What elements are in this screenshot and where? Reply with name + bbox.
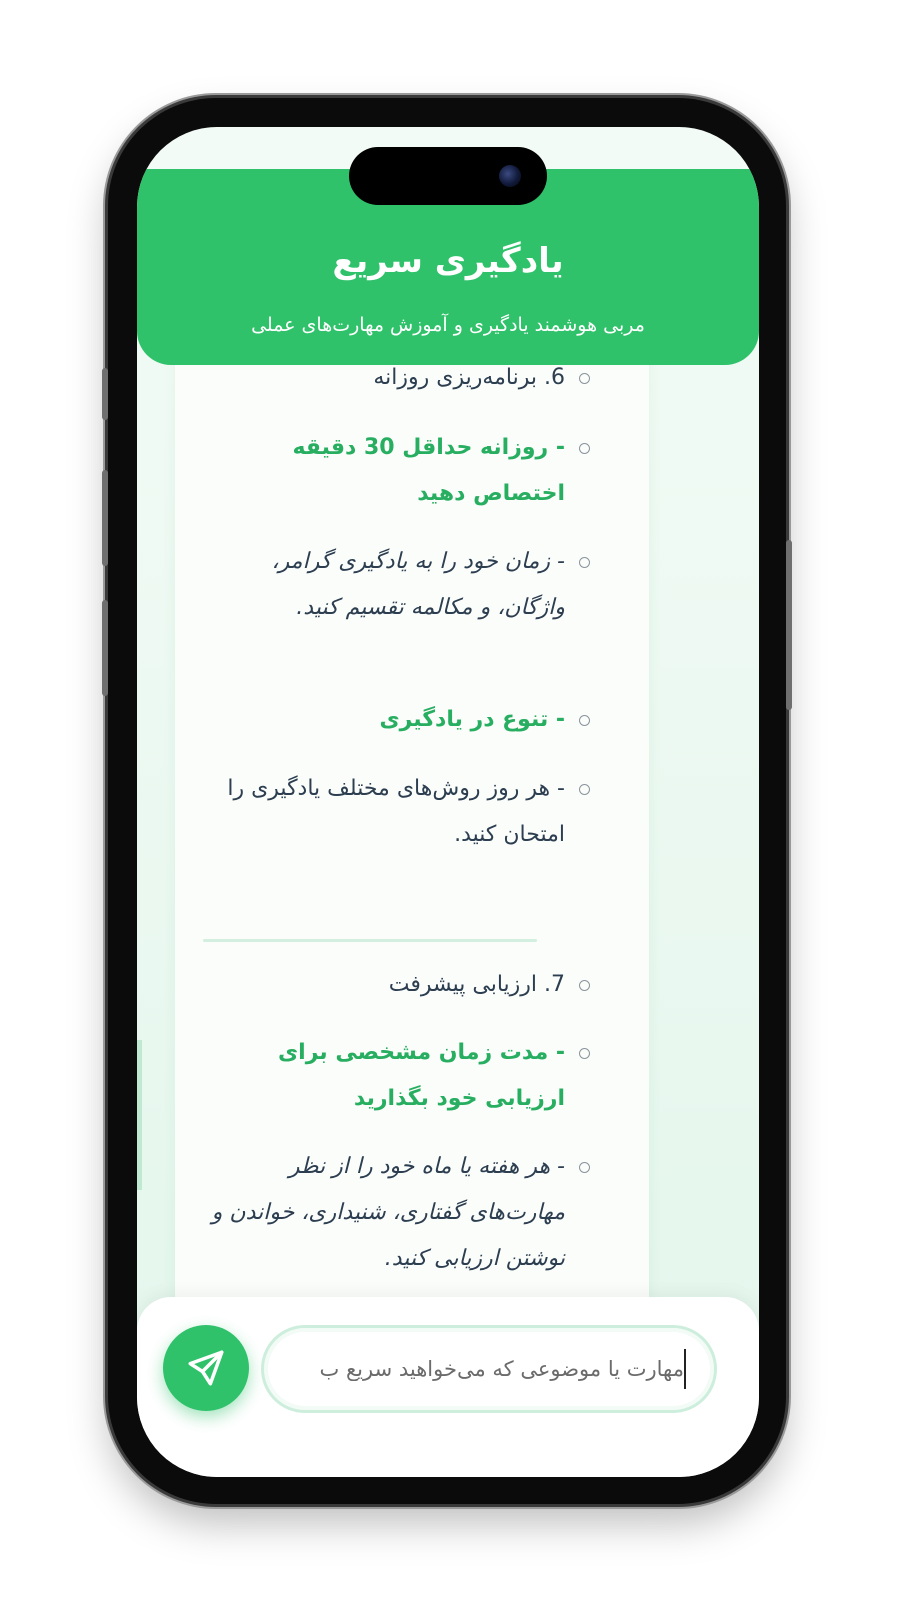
text-caret (684, 1349, 686, 1389)
list-item (203, 1144, 565, 1282)
dynamic-island (349, 147, 547, 205)
bullet-icon (579, 373, 590, 384)
item-text: 7. ارزیابی پیشرفت (388, 972, 565, 997)
bullet-icon (579, 443, 590, 454)
app-subtitle: مربی هوشمند یادگیری و آموزش مهارت‌های عملی (251, 314, 645, 336)
section-divider (203, 939, 537, 942)
list-item (203, 697, 565, 743)
scroll-indicator (137, 1040, 142, 1190)
phone-screen (137, 127, 759, 1477)
item-text: - مدت زمان مشخصی برای ارزیابی خود بگذارید (278, 1040, 565, 1111)
list-item (203, 425, 565, 517)
list-item (203, 962, 565, 1008)
bullet-icon (579, 980, 590, 991)
front-camera-icon (499, 165, 521, 187)
bullet-icon (579, 1162, 590, 1173)
bullet-icon (579, 557, 590, 568)
item-text: - روزانه حداقل 30 دقیقه اختصاص دهید (292, 435, 565, 506)
volume-down-button (102, 600, 108, 696)
item-text: 6. برنامه‌ریزی روزانه (373, 365, 565, 390)
send-button[interactable] (163, 1325, 249, 1411)
list-item (203, 539, 565, 631)
item-text: - تنوع در یادگیری (379, 707, 565, 732)
action-button (102, 368, 108, 420)
power-button (786, 540, 792, 710)
message-input[interactable] (261, 1325, 717, 1413)
item-text: - زمان خود را به یادگیری گرامر، واژگان، و مکالمه تقسیم کنید. (271, 549, 565, 620)
send-icon (185, 1347, 227, 1389)
bullet-icon (579, 715, 590, 726)
app-title: یادگیری سریع (332, 241, 564, 281)
list-item (203, 766, 565, 858)
volume-up-button (102, 470, 108, 566)
bullet-icon (579, 784, 590, 795)
list-item (203, 1030, 565, 1122)
item-text: - هر روز روش‌های مختلف یادگیری را امتحان کنید. (227, 776, 565, 847)
bullet-icon (579, 1048, 590, 1059)
item-text: - هر هفته یا ماه خود را از نظر مهارت‌های گفتاری، شنیداری، خواندن و نوشتن ارزیابی کنید. (211, 1154, 565, 1271)
input-bar (137, 1297, 759, 1477)
